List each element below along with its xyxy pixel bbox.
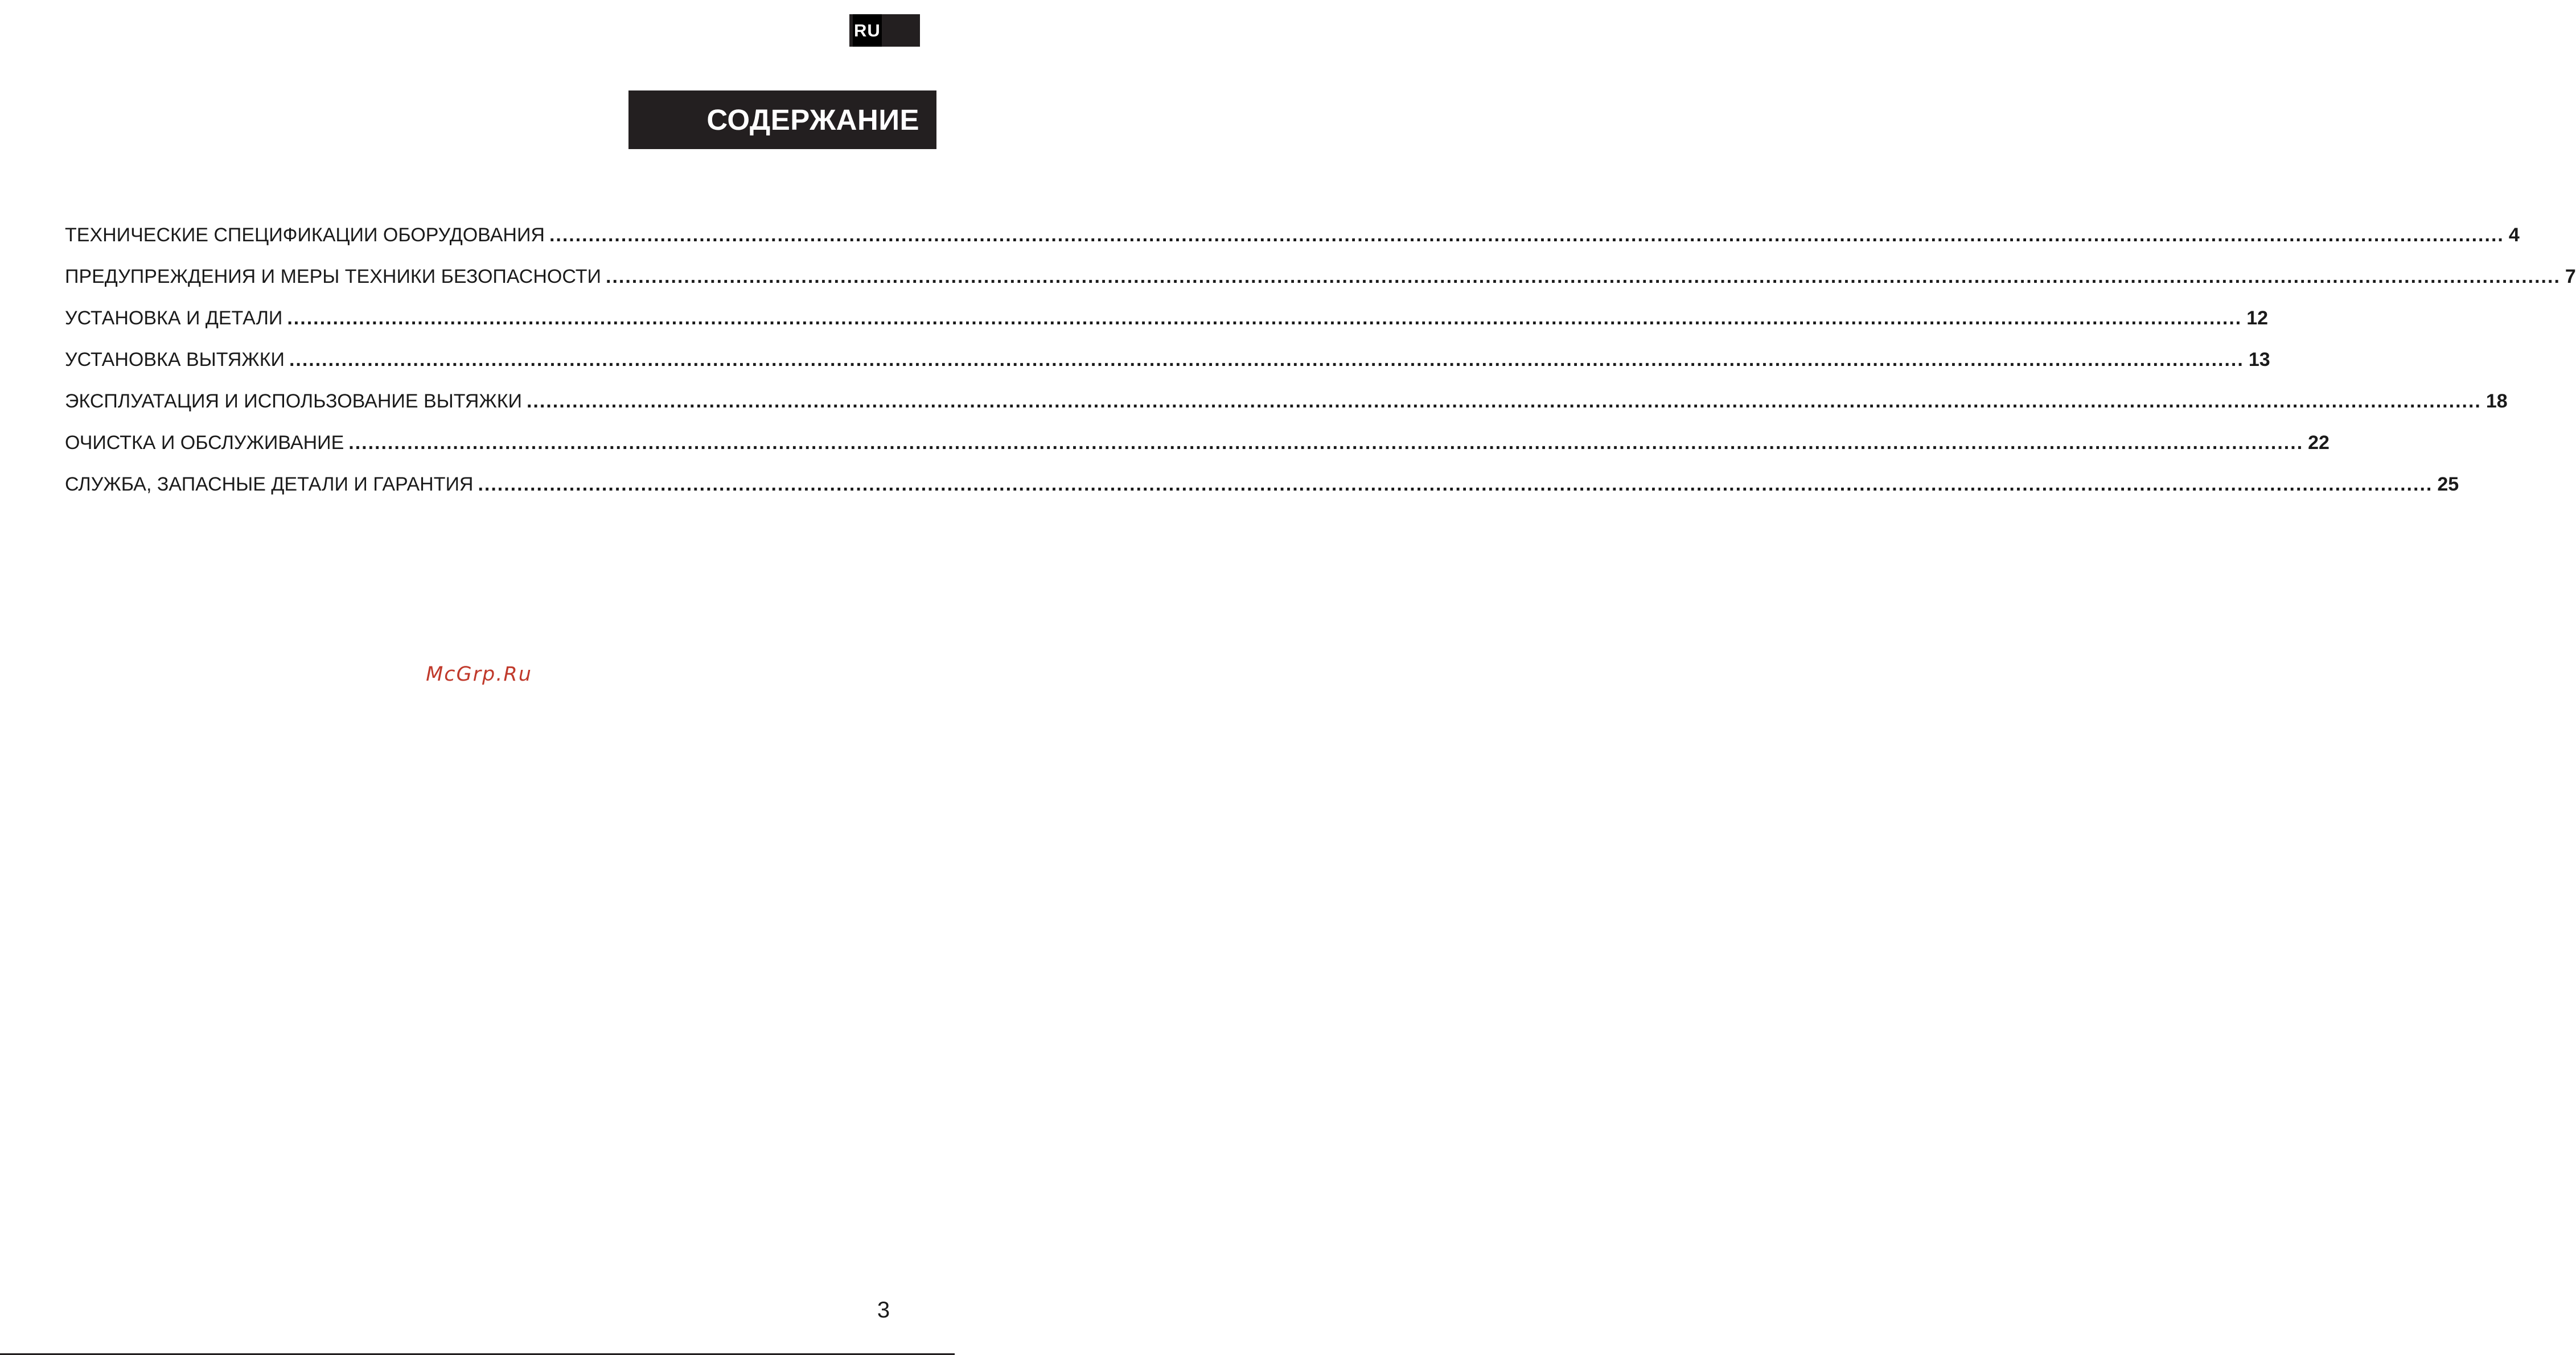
toc-leader-dots: ............................................................................................................................................................................................................................................................................................................: [289, 349, 2244, 370]
toc-entry[interactable]: [65, 470, 2459, 512]
toc-entry-page: 13: [2248, 349, 2270, 370]
toc-entry-label: ЭКСПЛУАТАЦИЯ И ИСПОЛЬЗОВАНИЕ ВЫТЯЖКИ: [65, 390, 522, 412]
toc-leader-dots: ............................................................................................................................................................................................................................................................................................................: [478, 473, 2433, 495]
toc-entry-label: ТЕХНИЧЕСКИЕ СПЕЦИФИКАЦИИ ОБОРУДОВАНИЯ: [65, 224, 545, 246]
toc-leader-dots: ............................................................................................................................................................................................................................................................................................................: [549, 224, 2504, 246]
toc-entry-page: 25: [2437, 473, 2459, 495]
toc-entry[interactable]: [65, 221, 2520, 262]
watermark-text: [0, 663, 955, 686]
toc-leader-dots: ............................................................................................................................................................................................................................................................................................................: [526, 390, 2481, 412]
toc-entry-page: 7: [2565, 266, 2576, 287]
table-of-contents: [65, 221, 2576, 512]
language-badge: [849, 14, 920, 47]
page-title: СОДЕРЖАНИЕ: [628, 90, 936, 149]
watermark-label: McGrp.Ru: [426, 663, 532, 686]
language-badge-label: RU: [853, 14, 882, 47]
toc-entry-label: УСТАНОВКА И ДЕТАЛИ: [65, 307, 283, 329]
toc-entry[interactable]: [65, 304, 2269, 345]
page-number: 3: [877, 1298, 890, 1323]
toc-entry[interactable]: [65, 262, 2576, 304]
toc-entry-label: ОЧИСТКА И ОБСЛУЖИВАНИЕ: [65, 432, 344, 454]
toc-leader-dots: ............................................................................................................................................................................................................................................................................................................: [606, 266, 2561, 287]
toc-entry-page: 4: [2508, 224, 2520, 246]
toc-entry[interactable]: [65, 429, 2330, 470]
toc-entry-page: 18: [2485, 390, 2508, 412]
toc-entry[interactable]: [65, 345, 2270, 387]
toc-entry-page: 12: [2246, 307, 2269, 329]
toc-leader-dots: ............................................................................................................................................................................................................................................................................................................: [287, 307, 2242, 329]
toc-entry-label: СЛУЖБА, ЗАПАСНЫЕ ДЕТАЛИ И ГАРАНТИЯ: [65, 473, 474, 495]
toc-leader-dots: ............................................................................................................................................................................................................................................................................................................: [348, 432, 2304, 454]
toc-entry-label: ПРЕДУПРЕЖДЕНИЯ И МЕРЫ ТЕХНИКИ БЕЗОПАСНОСТИ: [65, 266, 601, 287]
toc-entry[interactable]: [65, 387, 2508, 429]
toc-entry-page: 22: [2308, 432, 2330, 454]
toc-entry-label: УСТАНОВКА ВЫТЯЖКИ: [65, 349, 285, 370]
